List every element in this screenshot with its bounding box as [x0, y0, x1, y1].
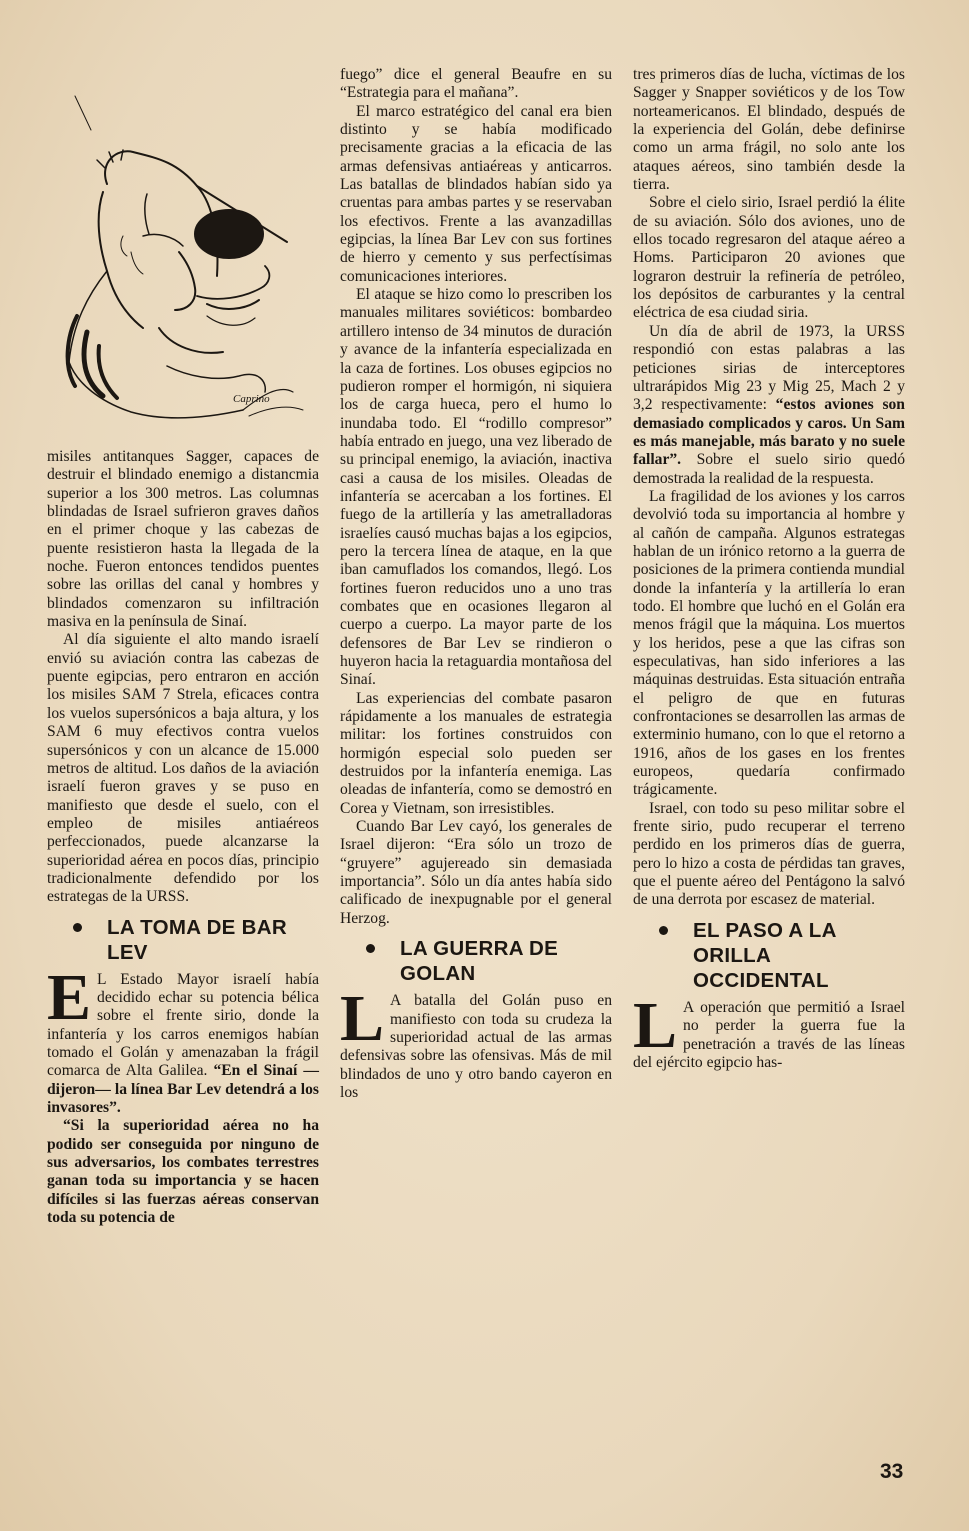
column-2 — [340, 66, 612, 1102]
col3-paragraph-6 — [633, 988, 905, 1072]
drop-cap: L — [340, 982, 385, 1056]
section-heading-text: LA GUERRA DE GOLAN — [400, 937, 559, 986]
col3-paragraph-3-text: Un día de abril de 1973, la URSS respondió con estas palabras a las peticiones sirias de interceptores ultrarápidos Mig 23 y Mig 25, Mach 2 y 3,2 respectivamente: — [633, 322, 905, 414]
section-heading-orilla-occidental — [633, 918, 905, 993]
caricature-drawing — [47, 66, 319, 444]
col2-paragraph-6 — [340, 982, 612, 1102]
col2-paragraph-3: El ataque se hizo como lo prescriben los manuales militares soviéticos: bombardeo artillero intenso de 34 minutos de duración y avance de la infantería especializada en la caza de fortines. Los obuses egipcios no pudieron romper el hormigón, ni siquiera los de carga hueca, pero el humo lo inundaba todo. El “rodillo compresor” había entrado en juego, una vez liberado de su principal enemigo, la aviación, inactiva casi a causa de los misiles. Oleadas de infantería se acercaban a los fortines. El fuego de la artillería y las ametralladoras israelíes causó muchas bajas a los egipcios, pero la tercera línea de ataque, en la que iban camuflados los comandos, llegó. Los fortines fueron reducidos uno a uno tras combates que en ocasiones llegaron al cuerpo a cuerpo. La mayor parte de los defensores de Bar Lev se rindieron o huyeron hacia la retaguardia montañosa del Sinaí. — [340, 286, 612, 689]
bullet-icon — [366, 944, 375, 953]
col3-paragraph-3-end: Sobre el suelo sirio quedó demostrada la realidad de la respuesta. — [633, 451, 905, 487]
section-heading-golan — [340, 936, 612, 986]
col2-paragraph-4: Las experiencias del combate pasaron rápidamente a los manuales de estrategia militar: los fortines construidos con hormigón especial solo pueden ser destruidos por la infantería enemiga. Las oleadas de infantería, como se demostró en Corea y Vietnam, son irresistibles. — [340, 689, 612, 817]
col3-paragraph-3 — [633, 323, 905, 488]
col3-paragraph-5: Israel, con todo su peso militar sobre el frente sirio, pudo recuperar el terreno perdido en los primeros días de guerra, pero lo hizo a costa de pérdidas tan graves, que el puente aéreo del Pentágono la salvó de una derrota por escasez de material. — [633, 799, 905, 909]
section-heading-text: EL PASO A LA ORILLA OCCIDENTAL — [693, 918, 836, 992]
section-heading-text: LA TOMA DE BAR LEV — [107, 915, 287, 964]
col3-paragraph-6-text: A operación que permitió a Israel no perder la guerra fue la penetración a través de las líneas del ejército egipcio has- — [633, 998, 905, 1071]
bullet-icon — [73, 923, 82, 932]
col2-paragraph-6-text: A batalla del Golán puso en manifiesto con toda su crudeza la superioridad actual de las armas defensivas sobre las ofensivas. Más de mil blindados de uno y otro bando cayeron en los — [340, 992, 612, 1101]
col1-paragraph-3-text: L Estado Mayor israelí había decidido echar su potencia bélica sobre el frente sirio, donde la infantería y los carros enemigos habían tomado el Golán y amenazaban la frágil comarca de Alta Galilea. — [47, 970, 319, 1080]
col1-paragraph-3 — [47, 960, 319, 1118]
bullet-icon — [659, 926, 668, 935]
section-heading-bar-lev — [47, 915, 319, 965]
column-1 — [47, 66, 319, 1227]
col3-paragraph-1: tres primeros días de lucha, víctimas de los Sagger y Snapper soviéticos y de los Tow norteamericanos. El blindado, después de la experiencia del Golán, debe definirse como un arma frágil, no solo ante los ataques aéreos, sino también desde la tierra. — [633, 66, 905, 194]
col2-paragraph-1: fuego” dice el general Beaufre en su “Estrategia para el mañana”. — [340, 66, 612, 102]
drop-cap: E — [47, 960, 92, 1034]
drop-cap: L — [633, 988, 678, 1062]
col1-paragraph-4-bold-quote: “Si la superioridad aérea no ha podido ser conseguida por ninguno de sus adversarios, los combates terrestres ganan toda su importancia y se hacen difíciles si las fuerzas aéreas conservan toda su potencia de — [47, 1117, 319, 1227]
col2-paragraph-2: El marco estratégico del canal era bien distinto y se había modificado precisamente gracias a la eficacia de las armas defensivas antiaéreas y anticarros. Las batallas de blindados habían sido ya cruentas para ambas partes y se reservaban los efectivos. Frente a las avanzadillas egipcias, la línea Bar Lev con sus fortines de hierro y cemento y sus perfectísimas comunicaciones interiores. — [340, 102, 612, 285]
col3-paragraph-3-bold: “estos aviones son demasiado complicados y caros. Un Sam es más manejable, más barato y no suele fallar”. — [633, 396, 905, 469]
col1-paragraph-1: misiles antitanques Sagger, capaces de destruir el blindado enemigo a distancmia superior a los 300 metros. Las columnas blindadas de Israel sufrieron graves daños en el primer choque y las cabezas de puente resistieron hasta la llegada de la noche. Fueron entonces tendidos puentes sobre las orillas del canal y hombres y blindados comenzaron su infiltración masiva en la península de Sinaí. — [47, 448, 319, 631]
page-number: 33 — [880, 1460, 904, 1483]
col3-paragraph-4: La fragilidad de los aviones y los carros devolvió toda su importancia al hombre y al cañón de campaña. Algunos estrategas hablan de un irónico retorno a la guerra de posiciones de la primera contienda mundial donde la infantería y la artillería lo eran todo. El hombre que luchó en el Golán era menos frágil que la máquina. Los muertos y los heridos, pese a que las cifras son especulativas, han sido inferiores a las máquinas destruidas. Esta situación entraña el peligro de que en futuras confrontaciones se desarrollen las armas de exterminio humano, con lo que el retorno a 1916, años de los gases en los frentes europeos, quedaría confirmado trágicamente. — [633, 487, 905, 799]
col1-paragraph-3-bold: “En el Sinaí —dijeron— la línea Bar Lev detendrá a los invasores”. — [47, 1062, 319, 1116]
col2-paragraph-5: Cuando Bar Lev cayó, los generales de Israel dijeron: “Era sólo un trozo de “gruyere” agujereado sin demasiada importancia”. Sólo un día antes había sido calificado de inexpugnable por el general Herzog. — [340, 818, 612, 927]
col1-paragraph-2: Al día siguiente el alto mando israelí envió su aviación contra las cabezas de puente egipcias, pero entraron en acción los misiles SAM 7 Strela, eficaces contra los vuelos supersónicos a baja altura, y los SAM 6 muy efectivos contra vuelos supersónicos y con un alcance de 15.000 metros de altitud. Los daños de la aviación israelí fueron graves y se puso en manifiesto que desde el suelo, con el empleo de misiles antiaéreos perfeccionados, puede alcanzarse la superioridad aérea en pocos días, principio tradicionalmente defendido por los estrategas de la URSS. — [47, 631, 319, 906]
illustration-signature: Caprino — [233, 393, 270, 405]
caricature-illustration — [47, 66, 319, 444]
column-3 — [633, 66, 905, 1072]
col3-paragraph-2: Sobre el cielo sirio, Israel perdió la élite de su aviación. Sólo dos aviones, uno de ellos tocado regresaron del ataque aéreo a Homs. Participaron 20 aviones que lograron destruir la refinería de petróleo, los depósitos de carburantes y la central eléctrica de esa ciudad siria. — [633, 194, 905, 322]
